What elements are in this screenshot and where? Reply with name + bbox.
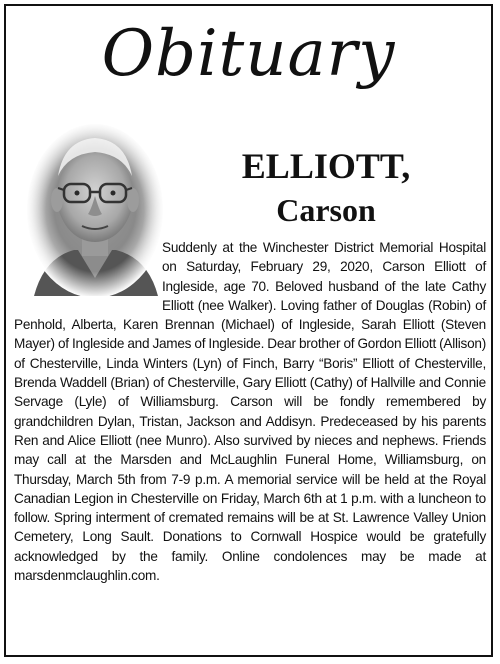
photo-wrap-spacer — [14, 238, 162, 314]
obituary-body — [14, 238, 486, 585]
deceased-surname: ELLIOTT, — [241, 146, 411, 186]
obituary-body-text: Suddenly at the Winchester District Memorial Hospital on Saturday, February 29, 2020, Carson Elliott of Ingleside, age 70. Beloved husband of the late Cathy Elliott (nee Walker). Loving father of Douglas (Robin) of Penhold, Alberta, Karen Brennan (Michael) of Ingleside, Sarah Elliott (Steven Mayer) of Ingleside and James of Ingleside. Dear brother of Gordon Elliott (Allison) of Chesterville, Linda Winters (Lyn) of Finch, Barry “Boris” Elliott of Chesterville, Brenda Waddell (Brian) of Chesterville, Gary Elliott (Cathy) of Hallville and Connie Servage (Lyle) of Williamsburg. Carson will be fondly remembered by grandchildren Dylan, Tristan, Jackson and Addisyn. Predeceased by his parents Ren and Alice Elliott (nee Munro). Also survived by nieces and nephews. Friends may call at the Marsden and McLaughlin Funeral Home, Williamsburg, on Thursday, March 5th from 7-9 p.m. A memorial service will be held at the Royal Canadian Legion in Chesterville on Friday, March 6th at 1 p.m. with a luncheon to follow. Spring interment of cremated remains will be at St. Lawrence Valley Union Cemetery, Long Sault. Donations to Cornwall Hospice would be gratefully acknowledged by the family. Online condolences may be made at marsdenmclaughlin.com. — [14, 240, 486, 584]
page-title: Obituary — [101, 17, 396, 91]
deceased-given-name: Carson — [276, 192, 376, 228]
obituary-frame — [4, 4, 493, 657]
